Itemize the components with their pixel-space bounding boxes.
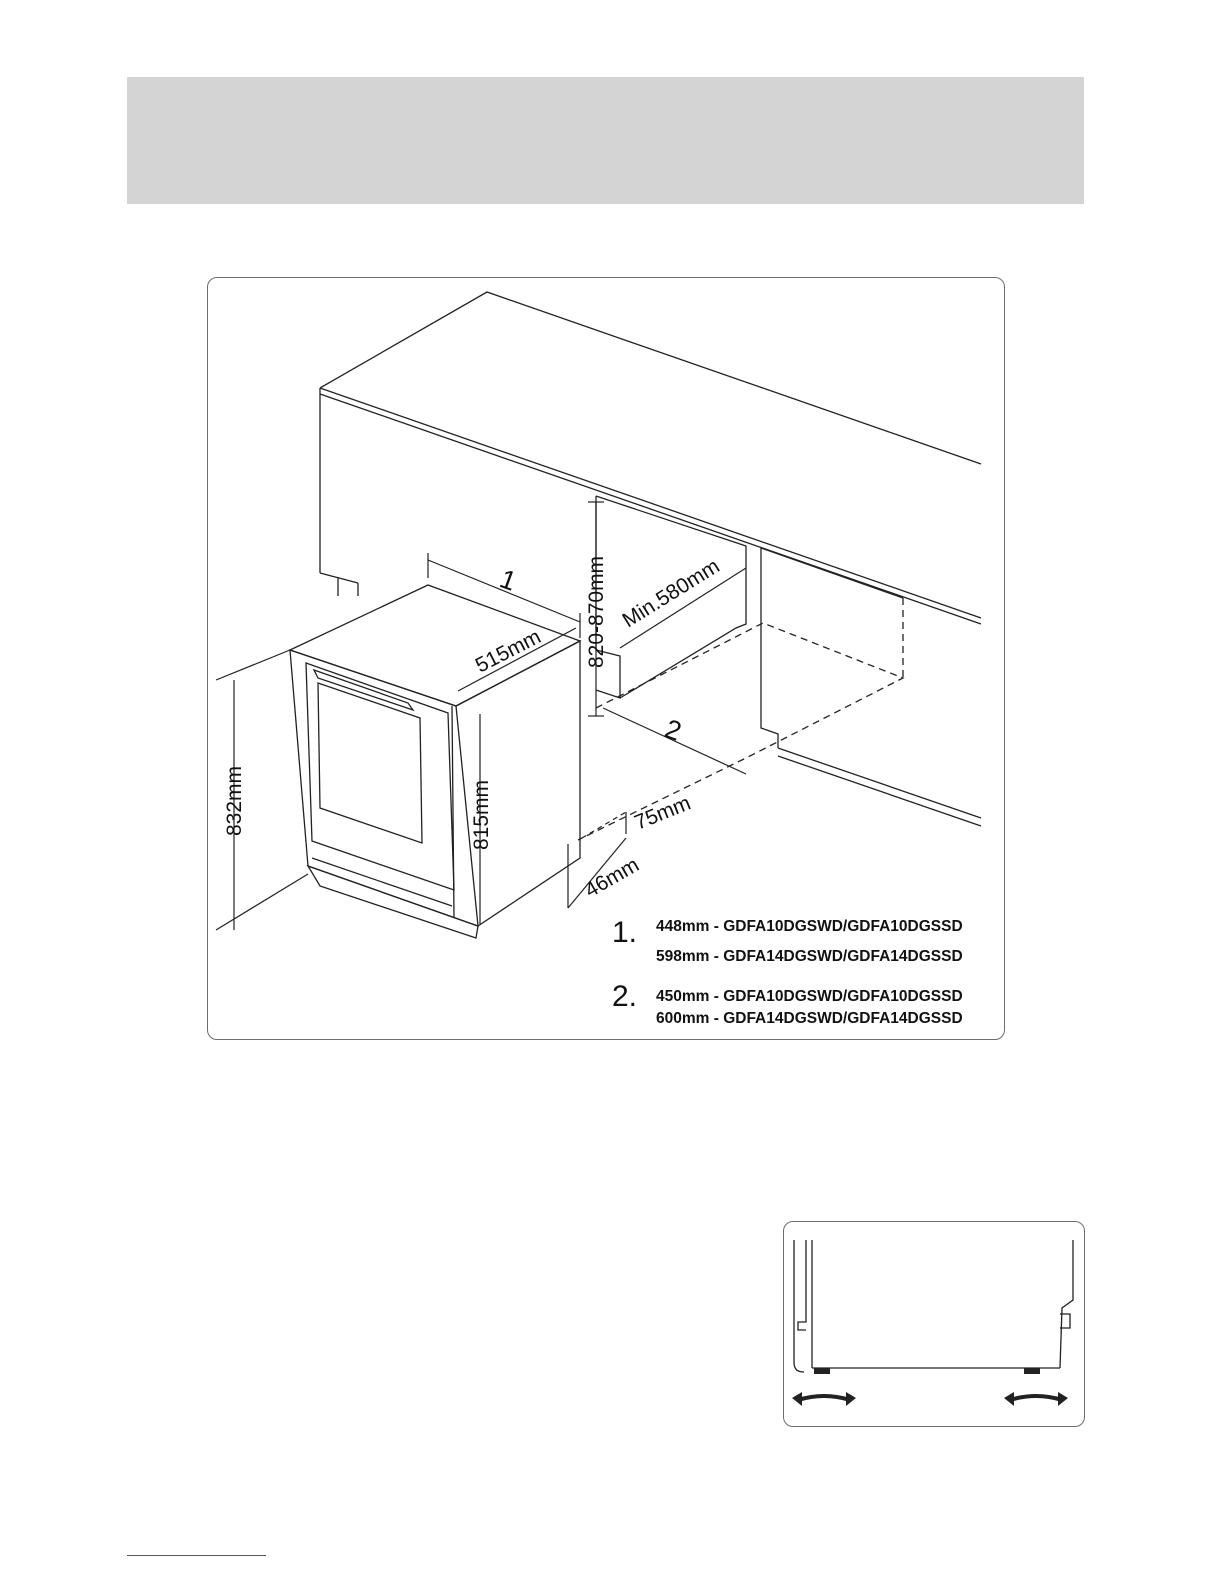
countertop-front-edge (320, 388, 981, 618)
leveling-drawing (784, 1222, 1084, 1426)
rear-foot (1024, 1368, 1040, 1374)
legend-2-row-2: 600mm - GDFA14DGSWD/GDFA14DGSSD (656, 1010, 963, 1027)
dishwasher-kick-plate (308, 866, 478, 938)
installation-diagram (207, 277, 1005, 1040)
dishwasher-side-edge (452, 706, 454, 918)
countertop-top-edge (320, 292, 981, 464)
right-cabinet-front-top (761, 548, 903, 598)
dim-label-832mm: 832mm (223, 765, 246, 836)
appliance-door-inner (798, 1240, 806, 1330)
dim-label-75mm: 75mm (631, 791, 694, 835)
legend-1-row-1: 448mm - GDFA10DGSWD/GDFA10DGSSD (656, 918, 963, 935)
recess-back-top (596, 496, 746, 546)
legend-number-1: 1. (612, 916, 638, 949)
dim-label-515mm: 515mm (471, 625, 545, 678)
dim-label-46mm: 46mm (581, 853, 644, 903)
front-foot (814, 1368, 830, 1374)
appliance-back (1060, 1240, 1073, 1368)
right-cabinet-plinth (778, 748, 981, 826)
legend-1-row-2: 598mm - GDFA14DGSWD/GDFA14DGSSD (656, 948, 963, 965)
front-foot-rotate-arrow (792, 1392, 856, 1406)
appliance-door-edge (794, 1240, 804, 1372)
dishwasher-window (318, 683, 422, 843)
recess-floor-dashed (578, 623, 903, 840)
dim-label-820-870mm: 820-870mm (585, 555, 608, 668)
legend-number-2: 2. (612, 980, 638, 1013)
footer-link-underline (127, 1555, 266, 1556)
rear-foot-rotate-arrow (1004, 1392, 1068, 1406)
header-band (127, 77, 1084, 204)
dim-label-1: 1 (495, 563, 521, 597)
dim-label-2: 2 (660, 713, 686, 747)
header-band-shape (127, 77, 1084, 204)
dishwasher-door-frame (306, 663, 454, 890)
dim-label-815mm: 815mm (470, 779, 493, 850)
dishwasher-handle (314, 670, 413, 710)
right-cabinet-left (761, 548, 778, 748)
leveling-feet-diagram (783, 1221, 1085, 1427)
dim-label-min580mm: Min.580mm (618, 554, 724, 633)
legend-2-row-1: 450mm - GDFA10DGSWD/GDFA10DGSSD (656, 988, 963, 1005)
cabinet-left-bottom (320, 573, 358, 583)
